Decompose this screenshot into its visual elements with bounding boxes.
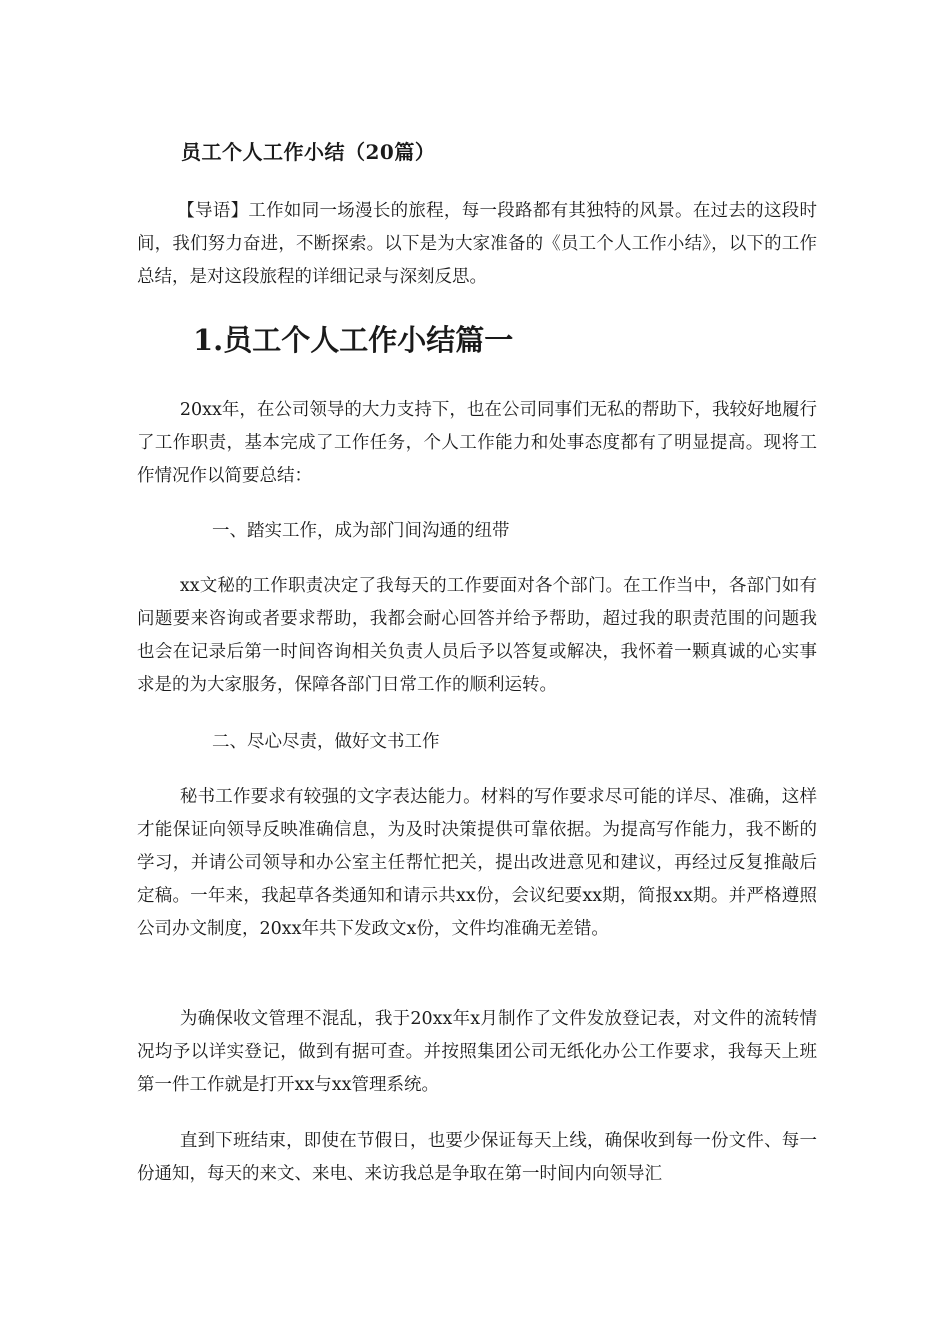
subheading-1: 一、踏实工作，成为部门间沟通的纽带 — [212, 521, 510, 541]
intro-paragraph: 【导语】工作如同一场漫长的旅程，每一段路都有其独特的风景。在过去的这段时间，我们努力奋进，不断探索。以下是为大家准备的《员工个人工作小结》，以下的工作总结，是对这段旅程的详细记录与深刻反思。 — [137, 201, 817, 287]
body-paragraph-1: 20xx年，在公司领导的大力支持下，也在公司同事们无私的帮助下，我较好地履行了工作职责，基本完成了工作任务，个人工作能力和处事态度都有了明显提高。现将工作情况作以简要总结： — [137, 400, 817, 486]
body-paragraph-2: xx文秘的工作职责决定了我每天的工作要面对各个部门。在工作当中，各部门如有问题要来咨询或者要求帮助，我都会耐心回答并给予帮助，超过我的职责范围的问题我也会在记录后第一时间咨询相关负责人员后予以答复或解决，我怀着一颗真诚的心实事求是的为大家服务，保障各部门日常工作的顺利运转。 — [137, 576, 817, 695]
body-paragraph-4: 为确保收文管理不混乱，我于20xx年x月制作了文件发放登记表，对文件的流转情况均予以详实登记，做到有据可查。并按照集团公司无纸化办公工作要求，我每天上班第一件工作就是打开xx与xx管理系统。 — [137, 1009, 817, 1095]
document-title: 员工个人工作小结（20篇） — [181, 140, 436, 164]
section-heading: 1.员工个人工作小结篇一 — [193, 323, 514, 357]
body-paragraph-3: 秘书工作要求有较强的文字表达能力。材料的写作要求尽可能的详尽、准确，这样才能保证向领导反映准确信息，为及时决策提供可靠依据。为提高写作能力，我不断的学习，并请公司领导和办公室主任帮忙把关，提出改进意见和建议，再经过反复推敲后定稿。一年来，我起草各类通知和请示共xx份，会议纪要xx期，简报xx期。并严格遵照公司办文制度，20xx年共下发政文x份，文件均准确无差错。 — [137, 787, 817, 939]
body-paragraph-5: 直到下班结束，即使在节假日，也要少保证每天上线，确保收到每一份文件、每一份通知，每天的来文、来电、来访我总是争取在第一时间内向领导汇 — [137, 1131, 817, 1184]
subheading-2: 二、尽心尽责，做好文书工作 — [212, 732, 440, 752]
